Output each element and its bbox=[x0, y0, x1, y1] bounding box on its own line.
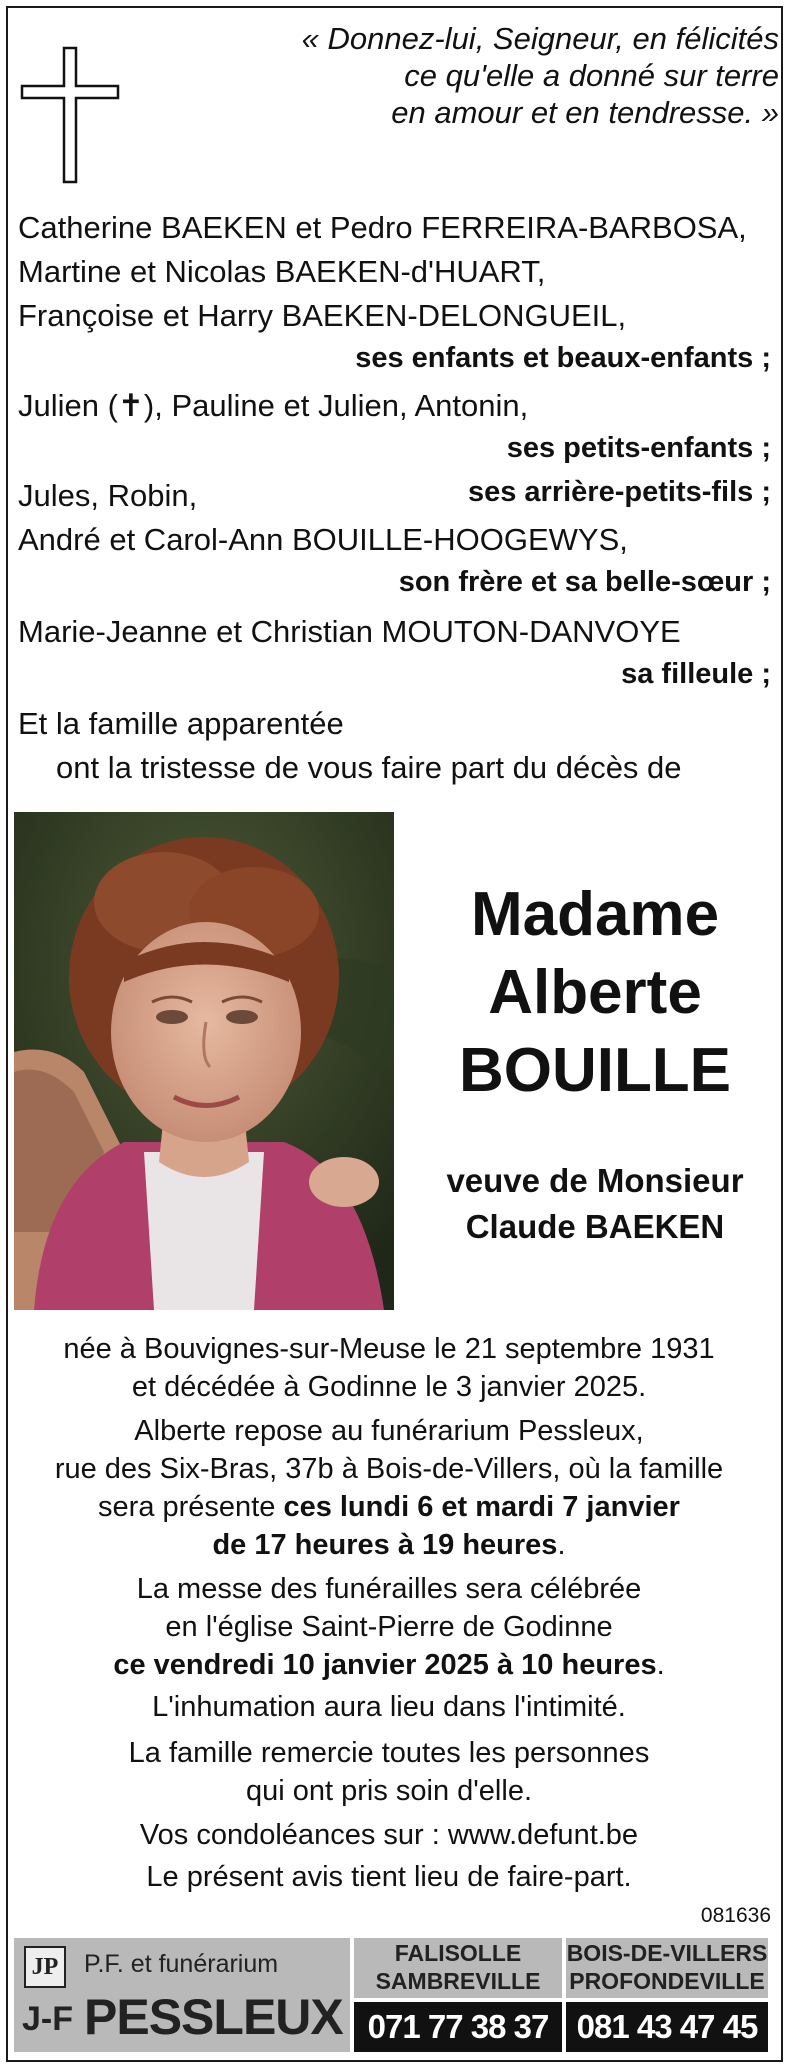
deceased-first-name: Alberte bbox=[488, 958, 702, 1027]
jf-label: J-F bbox=[22, 2000, 73, 2038]
died-line: et décédée à Godinne le 3 janvier 2025. bbox=[131, 1371, 647, 1403]
rest-period: . bbox=[557, 1529, 566, 1561]
family-line: Françoise et Harry BAEKEN-DELONGUEIL, bbox=[18, 298, 627, 333]
rest-line-2: rue des Six-Bras, 37b à Bois-de-Villers, où la famille bbox=[54, 1453, 724, 1485]
family-line: Jules, Robin, bbox=[18, 478, 198, 513]
brand-name: PESSLEUX bbox=[84, 1989, 343, 2045]
location-2a: BOIS-DE-VILLERS bbox=[566, 1940, 768, 1966]
notice-line: Le présent avis tient lieu de faire-part. bbox=[146, 1861, 632, 1893]
announcement-line: ont la tristesse de vous faire part du décès de bbox=[56, 750, 682, 785]
cross-icon bbox=[20, 46, 120, 186]
reference-number: 081636 bbox=[700, 1904, 771, 1927]
condolences-line: Vos condoléances sur : www.defunt.be bbox=[139, 1819, 639, 1851]
mass-line-3 bbox=[14, 1646, 764, 1684]
rest-line-3 bbox=[14, 1488, 764, 1526]
family-line: Catherine BAEKEN et Pedro FERREIRA-BARBOSA, bbox=[18, 210, 747, 245]
relation-label: ses enfants et beaux-enfants ; bbox=[355, 342, 771, 374]
funeral-home-logo: JP bbox=[24, 1946, 66, 1988]
widow-line-2: Claude BAEKEN bbox=[465, 1208, 725, 1245]
phone-box-2 bbox=[566, 2002, 768, 2052]
thanks-block bbox=[14, 1734, 764, 1810]
location-1b: SAMBREVILLE bbox=[375, 1968, 541, 1994]
thanks-line-2: qui ont pris soin d'elle. bbox=[245, 1775, 533, 1807]
rest-dates: ces lundi 6 et mardi 7 janvier bbox=[283, 1491, 680, 1523]
family-line: Martine et Nicolas BAEKEN-d'HUART, bbox=[18, 254, 546, 289]
location-box-2 bbox=[566, 1938, 768, 1998]
memorial-verse bbox=[219, 20, 779, 131]
portrait-photo bbox=[14, 812, 394, 1310]
verse-line-3: en amour et en tendresse. » bbox=[391, 95, 779, 130]
phone-1: 071 77 38 37 bbox=[367, 2008, 549, 2045]
location-1a: FALISOLLE bbox=[394, 1940, 522, 1966]
relation-label: sa filleule ; bbox=[621, 658, 771, 690]
verse-line-2: ce qu'elle a donné sur terre bbox=[404, 58, 779, 93]
widow-line-1: veuve de Monsieur bbox=[446, 1162, 744, 1199]
rest-line-1: Alberte repose au funérarium Pessleux, bbox=[134, 1415, 644, 1447]
deceased-last-name: BOUILLE bbox=[458, 1036, 732, 1105]
birth-death-block bbox=[14, 1330, 764, 1406]
family-line: Marie-Jeanne et Christian MOUTON-DANVOYE bbox=[18, 614, 681, 649]
mass-line-2: en l'église Saint-Pierre de Godinne bbox=[165, 1611, 613, 1643]
brand-box bbox=[14, 1938, 350, 2052]
family-line: André et Carol-Ann BOUILLE-HOOGEWYS, bbox=[18, 522, 628, 557]
rest-line-4 bbox=[14, 1526, 764, 1564]
pf-label: P.F. et funérarium bbox=[84, 1950, 279, 1978]
deceased-title: Madame bbox=[470, 880, 720, 949]
phone-box-1 bbox=[354, 2002, 562, 2052]
mass-date: ce vendredi 10 janvier 2025 à 10 heures bbox=[113, 1649, 657, 1681]
verse-line-1: « Donnez-lui, Seigneur, en félicités bbox=[301, 21, 779, 56]
visitation-block bbox=[14, 1412, 764, 1564]
relation-label: son frère et sa belle-sœur ; bbox=[398, 566, 771, 598]
mass-period: . bbox=[656, 1649, 665, 1681]
rest-hours: de 17 heures à 19 heures bbox=[212, 1529, 558, 1561]
family-line: Et la famille apparentée bbox=[18, 706, 344, 741]
burial-line: L'inhumation aura lieu dans l'intimité. bbox=[152, 1691, 626, 1723]
relation-label: ses petits-enfants ; bbox=[506, 432, 771, 464]
family-line: Julien (✝), Pauline et Julien, Antonin, bbox=[18, 388, 529, 423]
location-box-1 bbox=[354, 1938, 562, 1998]
funeral-home-footer bbox=[14, 1938, 768, 2052]
born-line: née à Bouvignes-sur-Meuse le 21 septembre 1931 bbox=[63, 1333, 715, 1365]
rest-text: sera présente bbox=[98, 1491, 284, 1523]
thanks-line-1: La famille remercie toutes les personnes bbox=[128, 1737, 650, 1769]
phone-2: 081 43 47 45 bbox=[576, 2008, 758, 2045]
relation-label: ses arrière-petits-fils ; bbox=[467, 476, 771, 508]
location-2b: PROFONDEVILLE bbox=[569, 1968, 765, 1994]
mass-block bbox=[14, 1570, 764, 1684]
mass-line-1: La messe des funérailles sera célébrée bbox=[136, 1573, 642, 1605]
